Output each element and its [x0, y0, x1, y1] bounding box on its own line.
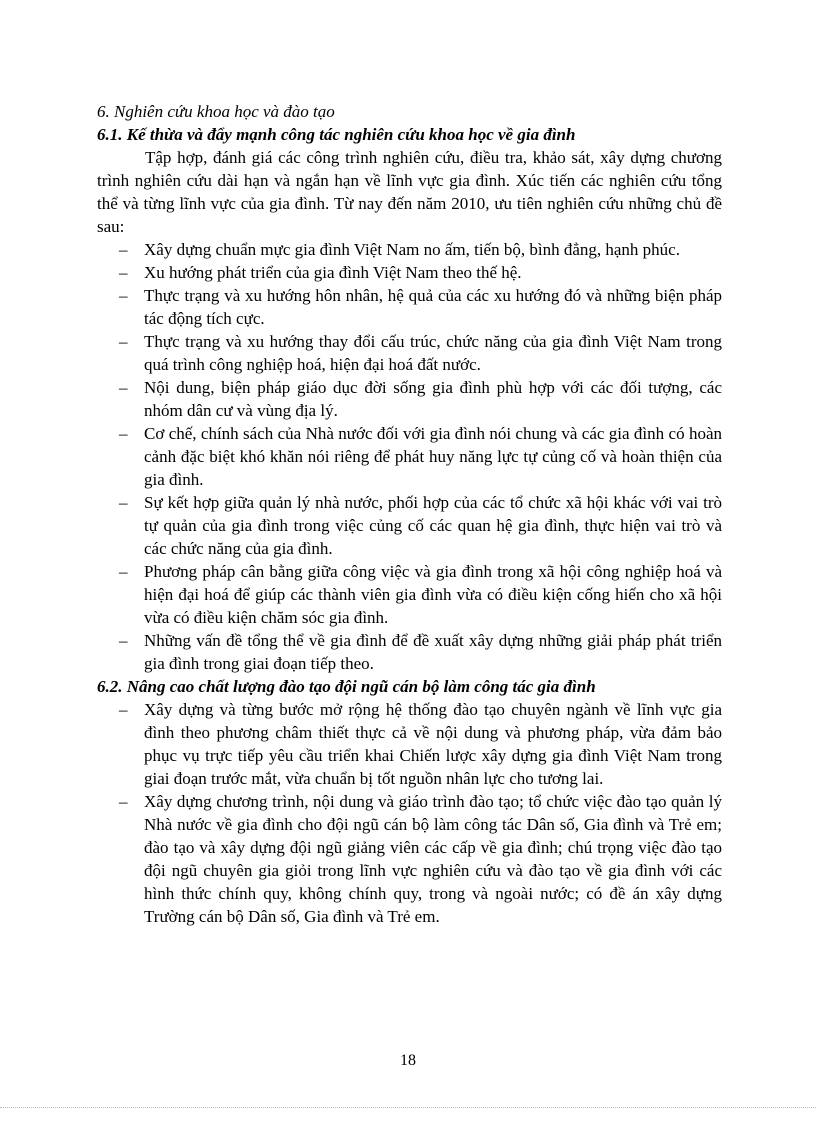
- research-topics-list: [97, 238, 722, 675]
- section-title: 6. Nghiên cứu khoa học và đào tạo: [97, 102, 335, 121]
- page-number: 18: [400, 1052, 416, 1069]
- subsection-heading-6-1: 6.1. Kế thừa và đẩy mạnh công tác nghiên cứu khoa học về gia đình: [97, 125, 576, 144]
- bullet-dash: –: [119, 792, 128, 811]
- list-item: [97, 560, 722, 629]
- list-item-text: Xây dựng và từng bước mở rộng hệ thống đào tạo chuyên ngành về lĩnh vực gia đình theo phương châm thiết thực cả về nội dung và phương pháp, vừa đảm bảo phục vụ trực tiếp yêu cầu triển khai Chiến lược xây dựng gia đình Việt Nam trong giai đoạn trước mắt, vừa chuẩn bị tốt nguồn nhân lực cho tương lai.: [144, 700, 722, 788]
- list-item-text: Những vấn đề tổng thể về gia đình để đề xuất xây dựng những giải pháp phát triển gia đình trong giai đoạn tiếp theo.: [144, 631, 722, 673]
- bullet-dash: –: [119, 332, 128, 351]
- bullet-dash: –: [119, 263, 128, 282]
- list-item: [97, 790, 722, 928]
- list-item: [97, 330, 722, 376]
- bullet-dash: –: [119, 286, 128, 305]
- list-item: [97, 629, 722, 675]
- bullet-dash: –: [119, 493, 128, 512]
- list-item-text: Xây dựng chuẩn mực gia đình Việt Nam no ấm, tiến bộ, bình đẳng, hạnh phúc.: [144, 240, 680, 259]
- list-item-text: Thực trạng và xu hướng thay đổi cấu trúc, chức năng của gia đình Việt Nam trong quá trình công nghiệp hoá, hiện đại hoá đất nước.: [144, 332, 722, 374]
- page-content: [97, 100, 722, 928]
- bullet-dash: –: [119, 631, 128, 650]
- list-item-text: Thực trạng và xu hướng hôn nhân, hệ quả của các xu hướng đó và những biện pháp tác động tích cực.: [144, 286, 722, 328]
- list-item: [97, 422, 722, 491]
- training-list: [97, 698, 722, 928]
- bullet-dash: –: [119, 700, 128, 719]
- list-item-text: Nội dung, biện pháp giáo dục đời sống gia đình phù hợp với các đối tượng, các nhóm dân cư và vùng địa lý.: [144, 378, 722, 420]
- bullet-dash: –: [119, 378, 128, 397]
- list-item-text: Xu hướng phát triển của gia đình Việt Nam theo thế hệ.: [144, 263, 522, 282]
- page-bottom-divider: [0, 1107, 816, 1108]
- bullet-dash: –: [119, 562, 128, 581]
- list-item: [97, 284, 722, 330]
- subsection-heading-6-2: 6.2. Nâng cao chất lượng đào tạo đội ngũ cán bộ làm công tác gia đình: [97, 677, 596, 696]
- list-item-text: Xây dựng chương trình, nội dung và giáo trình đào tạo; tổ chức việc đào tạo quản lý Nhà nước về gia đình cho đội ngũ cán bộ làm công tác Dân số, Gia đình và Trẻ em; đào tạo và xây dựng đội ngũ giảng viên các cấp về gia đình; chú trọng việc đào tạo đội ngũ chuyên gia giỏi trong lĩnh vực nghiên cứu và đào tạo về gia đình với các hình thức chính quy, không chính quy, trong và ngoài nước; có đề án xây dựng Trường cán bộ Dân số, Gia đình và Trẻ em.: [144, 792, 722, 926]
- intro-paragraph: Tập hợp, đánh giá các công trình nghiên cứu, điều tra, khảo sát, xây dựng chương trình nghiên cứu dài hạn và ngắn hạn về lĩnh vực gia đình. Xúc tiến các nghiên cứu tổng thể và từng lĩnh vực của gia đình. Từ nay đến năm 2010, ưu tiên nghiên cứu những chủ đề sau:: [97, 148, 722, 236]
- bullet-dash: –: [119, 240, 128, 259]
- bullet-dash: –: [119, 424, 128, 443]
- list-item-text: Cơ chế, chính sách của Nhà nước đối với gia đình nói chung và các gia đình có hoàn cảnh đặc biệt khó khăn nói riêng để phát huy năng lực tự củng cố và hoàn thiện của gia đình.: [144, 424, 722, 489]
- list-item: [97, 261, 722, 284]
- list-item-text: Sự kết hợp giữa quản lý nhà nước, phối hợp của các tổ chức xã hội khác với vai trò tự quản của gia đình trong việc củng cố các quan hệ gia đình, thực hiện vai trò và các chức năng của gia đình.: [144, 493, 722, 558]
- list-item: [97, 491, 722, 560]
- list-item: [97, 238, 722, 261]
- list-item: [97, 376, 722, 422]
- list-item: [97, 698, 722, 790]
- list-item-text: Phương pháp cân bằng giữa công việc và gia đình trong xã hội công nghiệp hoá và hiện đại hoá để giúp các thành viên gia đình vừa có điều kiện cống hiến cho xã hội vừa có điều kiện chăm sóc gia đình.: [144, 562, 722, 627]
